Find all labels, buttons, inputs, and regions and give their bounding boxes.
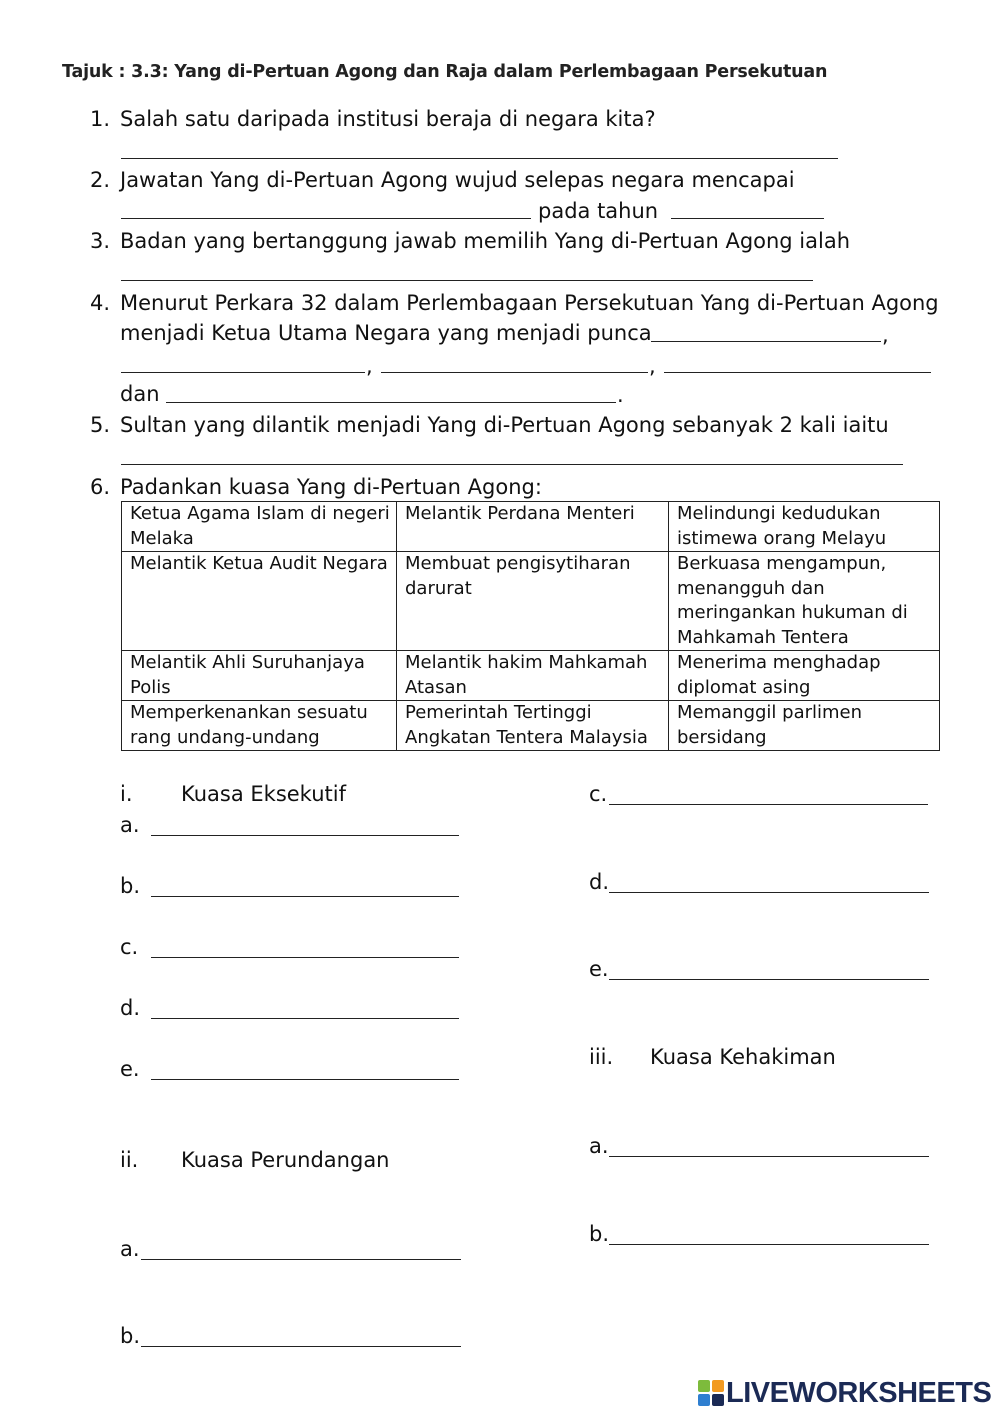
liveworksheets-logo-icon [698,1380,724,1406]
section-heading-kehakiman: Kuasa Kehakiman [650,1045,836,1069]
item-label: a. [120,1237,140,1261]
question-number: 6. [90,475,111,499]
answer-blank-right-c[interactable] [609,804,928,805]
answer-blank-right-e[interactable] [609,979,929,980]
question-text-line1: Menurut Perkara 32 dalam Perlembagaan Persekutuan Yang di-Pertuan Agong [120,291,939,315]
answer-blank-perundangan-b[interactable] [141,1346,461,1347]
question-4 [90,288,939,318]
table-cell[interactable]: Ketua Agama Islam di negeri Melaka [122,502,397,552]
item-label: c. [120,935,139,959]
question-text: Sultan yang dilantik menjadi Yang di-Pertuan Agong sebanyak 2 kali iaitu [120,413,889,437]
section-roman: i. [120,782,133,806]
answer-blank-eksekutif-a[interactable] [151,835,459,836]
period: . [617,383,624,407]
question-number: 5. [90,413,111,437]
question-2 [90,165,795,195]
item-label: e. [589,957,609,981]
item-label: b. [589,1222,610,1246]
question-text: Badan yang bertanggung jawab memilih Yang di-Pertuan Agong ialah [120,229,851,253]
liveworksheets-logo [698,1378,991,1408]
table-cell[interactable]: Menerima menghadap diplomat asing [669,651,940,701]
question-text: Padankan kuasa Yang di-Pertuan Agong: [120,475,542,499]
item-label: b. [120,1324,141,1348]
answer-blank-q3[interactable] [121,280,813,281]
answer-blank-kehakiman-a[interactable] [609,1156,929,1157]
question-number: 3. [90,229,111,253]
answer-blank-eksekutif-c[interactable] [151,957,459,958]
question-1 [90,104,656,134]
answer-blank-q4-1[interactable] [651,341,881,342]
answer-blank-q2-event[interactable] [121,218,531,219]
question-text: Salah satu daripada institusi beraja di negara kita? [120,107,656,131]
answer-blank-eksekutif-e[interactable] [151,1079,459,1080]
item-label: e. [120,1057,140,1081]
section-heading-eksekutif: Kuasa Eksekutif [181,782,346,806]
answer-blank-q2-year[interactable] [671,218,824,219]
table-cell[interactable]: Melantik Ahli Suruhanjaya Polis [122,651,397,701]
table-cell[interactable]: Memperkenankan sesuatu rang undang-undang [122,701,397,751]
answer-blank-q4-5[interactable] [166,402,616,403]
comma: , [649,354,656,378]
table-row [122,651,940,701]
question-number: 1. [90,107,111,131]
brand-name: LIVEWORKSHEETS [726,1376,992,1409]
answer-blank-perundangan-a[interactable] [141,1259,461,1260]
item-label: d. [120,996,141,1020]
comma: , [882,323,889,347]
question-number: 2. [90,168,111,192]
table-row [122,552,940,651]
answer-blank-q4-2[interactable] [121,372,365,373]
section-roman: iii. [589,1045,614,1069]
table-row [122,502,940,552]
section-heading-perundangan: Kuasa Perundangan [181,1148,390,1172]
powers-table [121,501,940,751]
item-label: a. [120,813,140,837]
question-number: 4. [90,291,111,315]
item-label: a. [589,1134,609,1158]
table-cell[interactable]: Melantik Perdana Menteri [397,502,669,552]
table-cell[interactable]: Melindungi kedudukan istimewa orang Melayu [669,502,940,552]
answer-blank-right-d[interactable] [609,892,929,893]
answer-blank-q4-4[interactable] [664,372,931,373]
table-cell[interactable]: Melantik hakim Mahkamah Atasan [397,651,669,701]
answer-blank-eksekutif-d[interactable] [151,1018,459,1019]
table-cell[interactable]: Melantik Ketua Audit Negara [122,552,397,651]
answer-blank-q4-3[interactable] [381,372,648,373]
table-row [122,701,940,751]
table-cell[interactable]: Pemerintah Tertinggi Angkatan Tentera Malaysia [397,701,669,751]
table-cell[interactable]: Berkuasa mengampun, menangguh dan meringankan hukuman di Mahkamah Tentera [669,552,940,651]
question-5 [90,410,889,440]
dan-text: dan [120,382,160,406]
question-6 [90,472,542,502]
q2-connector-text: pada tahun [538,199,659,223]
answer-blank-eksekutif-b[interactable] [151,896,459,897]
table-cell[interactable]: Membuat pengisytiharan darurat [397,552,669,651]
question-3 [90,226,850,256]
answer-blank-q1[interactable] [121,158,838,159]
item-label: c. [589,782,608,806]
answer-blank-q5[interactable] [121,464,903,465]
worksheet-title: Tajuk : 3.3: Yang di-Pertuan Agong dan Raja dalam Perlembagaan Persekutuan [62,62,828,82]
comma: , [366,354,373,378]
section-roman: ii. [120,1148,139,1172]
table-cell[interactable]: Memanggil parlimen bersidang [669,701,940,751]
item-label: d. [589,870,610,894]
item-label: b. [120,874,141,898]
question-4-line2: menjadi Ketua Utama Negara yang menjadi punca [120,321,652,345]
answer-blank-kehakiman-b[interactable] [609,1244,929,1245]
question-text: Jawatan Yang di-Pertuan Agong wujud selepas negara mencapai [120,168,795,192]
